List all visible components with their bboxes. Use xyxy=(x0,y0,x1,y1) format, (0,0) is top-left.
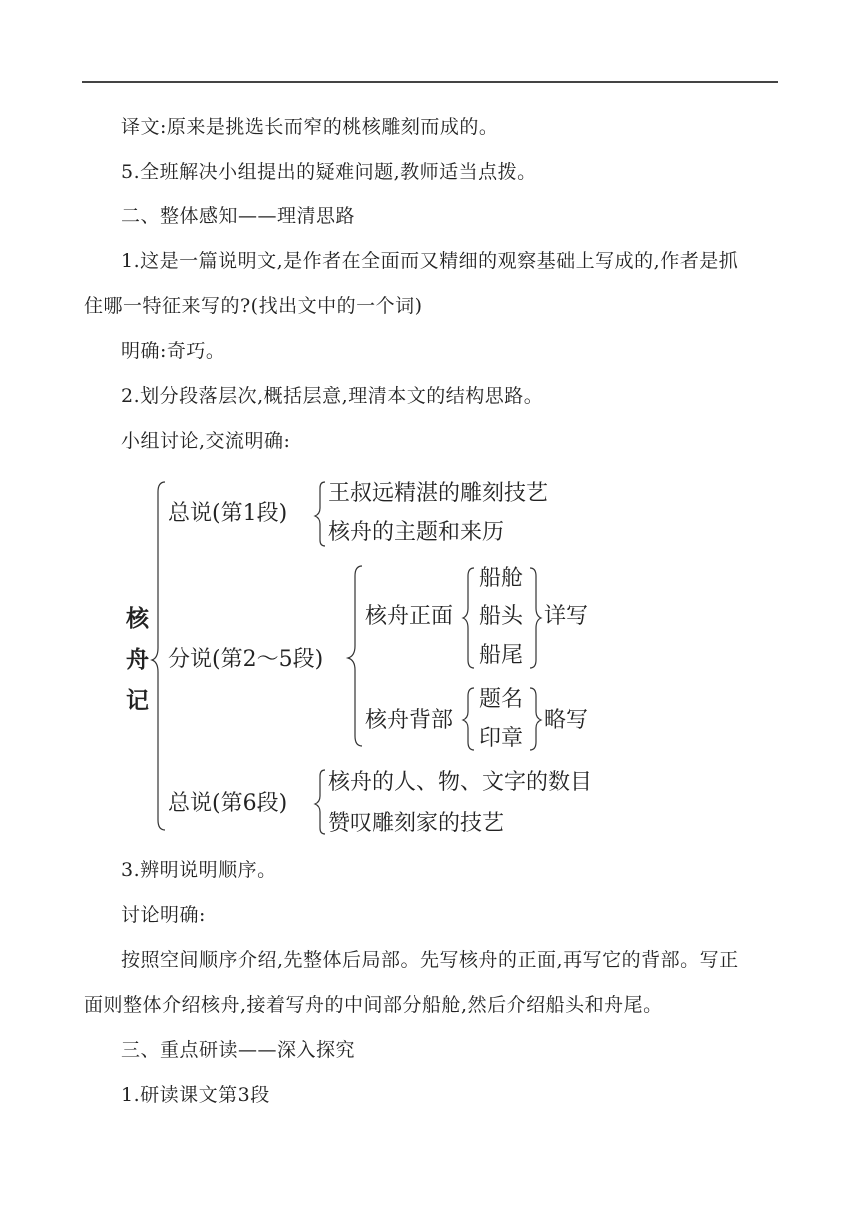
text-line-10: 讨论明确: xyxy=(121,904,206,926)
text-line-14: 1.研读课文第3段 xyxy=(121,1084,270,1106)
text-line-12: 面则整体介绍核舟,接着写舟的中间部分船舱,然后介绍船头和舟尾。 xyxy=(84,994,663,1016)
back-close-brace xyxy=(530,688,541,750)
text-line-5: 住哪一特征来写的?(找出文中的一个词) xyxy=(84,295,423,317)
part2-label: 分说(第2～5段) xyxy=(168,647,324,672)
back-brace xyxy=(463,688,474,750)
part1-item-2: 核舟的主题和来历 xyxy=(328,520,505,545)
text-line-9: 3.辨明说明顺序。 xyxy=(121,859,277,881)
text-line-4: 1.这是一篇说明文,是作者在全面而又精细的观察基础上写成的,作者是抓 xyxy=(121,250,739,272)
part3-label: 总说(第6段) xyxy=(168,791,288,816)
section-heading-2: 二、整体感知——理清思路 xyxy=(121,205,356,227)
part3-item-1: 核舟的人、物、文字的数目 xyxy=(328,770,593,795)
back-label: 核舟背部 xyxy=(365,708,454,733)
diagram-title-char-2: 舟 xyxy=(126,647,149,673)
text-line-8: 小组讨论,交流明确: xyxy=(121,430,291,452)
back-note: 略写 xyxy=(544,708,589,733)
part1-item-1: 王叔远精湛的雕刻技艺 xyxy=(328,481,549,506)
front-item-3: 船尾 xyxy=(479,643,524,668)
text-line-6: 明确:奇巧。 xyxy=(121,340,226,362)
text-line-1: 译文:原来是挑选长而窄的桃核雕刻而成的。 xyxy=(121,116,499,138)
front-item-2: 船头 xyxy=(479,604,524,629)
back-item-2: 印章 xyxy=(479,726,524,751)
part1-brace xyxy=(315,482,325,546)
part3-brace xyxy=(315,770,325,834)
front-note: 详写 xyxy=(544,604,589,629)
back-item-1: 题名 xyxy=(479,687,524,712)
diagram-title-char-1: 核 xyxy=(126,606,149,632)
front-brace xyxy=(463,568,474,668)
main-brace xyxy=(152,482,165,830)
part1-label: 总说(第1段) xyxy=(168,501,288,526)
text-line-2: 5.全班解决小组提出的疑难问题,教师适当点拨。 xyxy=(121,161,537,183)
front-item-1: 船舱 xyxy=(479,566,524,591)
part2-brace xyxy=(348,566,362,746)
diagram-title-char-3: 记 xyxy=(126,688,149,714)
front-close-brace xyxy=(530,568,541,668)
text-line-11: 按照空间顺序介绍,先整体后局部。先写核舟的正面,再写它的背部。写正 xyxy=(121,949,739,971)
section-heading-3: 三、重点研读——深入探究 xyxy=(121,1039,356,1061)
text-line-7: 2.划分段落层次,概括层意,理清本文的结构思路。 xyxy=(121,385,544,407)
part3-item-2: 赞叹雕刻家的技艺 xyxy=(328,811,505,836)
front-label: 核舟正面 xyxy=(365,604,454,629)
